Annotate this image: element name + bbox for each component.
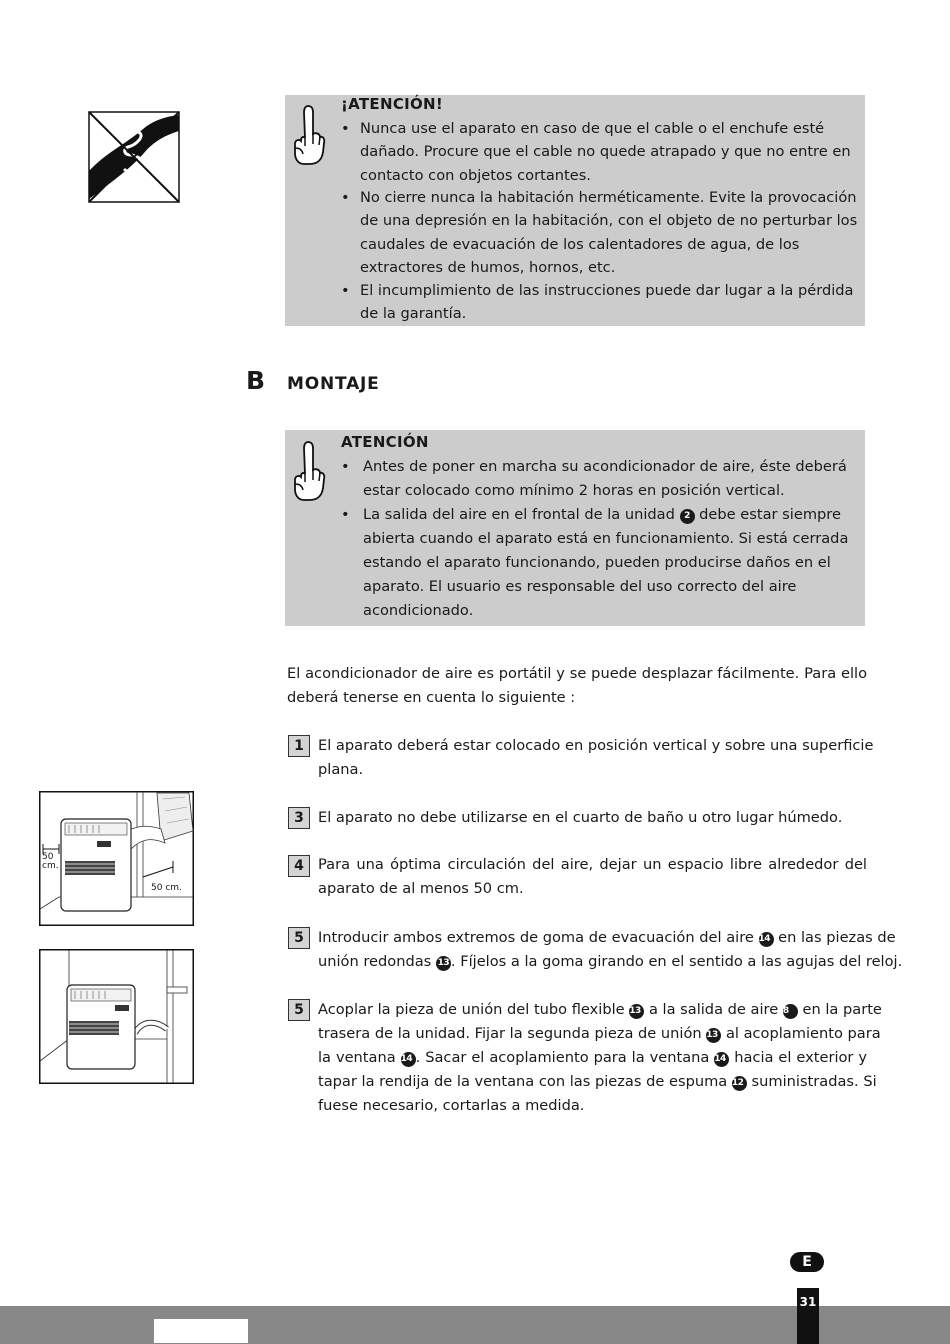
step-3-text: El aparato no debe utilizarse en el cuarto de baño u otro lugar húmedo. <box>318 809 843 826</box>
step-4-text: Para una óptima circulación del aire, dejar un espacio libre alrededor del aparato de al menos 50 cm. <box>318 856 867 897</box>
step-number: 5 <box>288 999 310 1021</box>
ref-badge: 13 <box>436 956 451 971</box>
step-1-text: El aparato deberá estar colocado en posición vertical y sobre una superficie plana. <box>318 737 874 778</box>
intro-paragraph: El acondicionador de aire es portátil y se puede desplazar fácilmente. Para ello deberá tenerse en cuenta lo siguiente : <box>287 665 867 706</box>
pointing-hand-icon <box>292 440 326 502</box>
step-5a-text: Introducir ambos extremos de goma de evacuación del aire 14 en las piezas de unión redondas 13 . Fíjelos a la goma girando en el sentido a las agujas del reloj. <box>318 929 903 970</box>
section-title: MONTAJE <box>287 374 380 394</box>
ref-badge: 13 <box>629 1004 644 1019</box>
footer-white-block <box>154 1319 248 1343</box>
step-number: 5 <box>288 927 310 949</box>
ref-badge: 12 <box>732 1076 747 1091</box>
ref-badge: 13 <box>706 1028 721 1043</box>
ref-badge: 8 <box>783 1004 798 1019</box>
ref-badge: 2 <box>680 509 695 524</box>
hose-installation-illustration <box>39 949 194 1084</box>
dimension-label-back: 50 cm. <box>151 883 182 893</box>
ref-badge: 14 <box>401 1052 416 1067</box>
pointing-hand-icon <box>292 104 326 166</box>
language-badge: E <box>790 1252 824 1272</box>
page-number: 31 <box>799 1295 817 1309</box>
warning-1-title: ¡ATENCIÓN! <box>341 95 444 113</box>
ref-badge: 14 <box>759 932 774 947</box>
step-5b-text: Acoplar la pieza de unión del tubo flexible 13 a la salida de aire 8 en la parte trasera de la unidad. Fijar la segunda pieza de unión 13 al acoplamiento para la ventana 14 . Sacar el acoplamiento para la ventana 14 hacia el exterior y tapar la rendija de la ventana con las piezas de espuma 12 suministradas. Si fuese necesario, cortarlas a medida. <box>318 1001 882 1114</box>
dimension-label-side: 50 cm. <box>42 852 59 871</box>
section-letter: B <box>246 366 266 395</box>
no-cable-damage-icon <box>88 111 180 203</box>
step-number: 4 <box>288 855 310 877</box>
clearance-illustration <box>39 791 194 926</box>
step-number: 1 <box>288 735 310 757</box>
ref-badge: 14 <box>714 1052 729 1067</box>
step-number: 3 <box>288 807 310 829</box>
warning-2-title: ATENCIÓN <box>341 433 429 451</box>
